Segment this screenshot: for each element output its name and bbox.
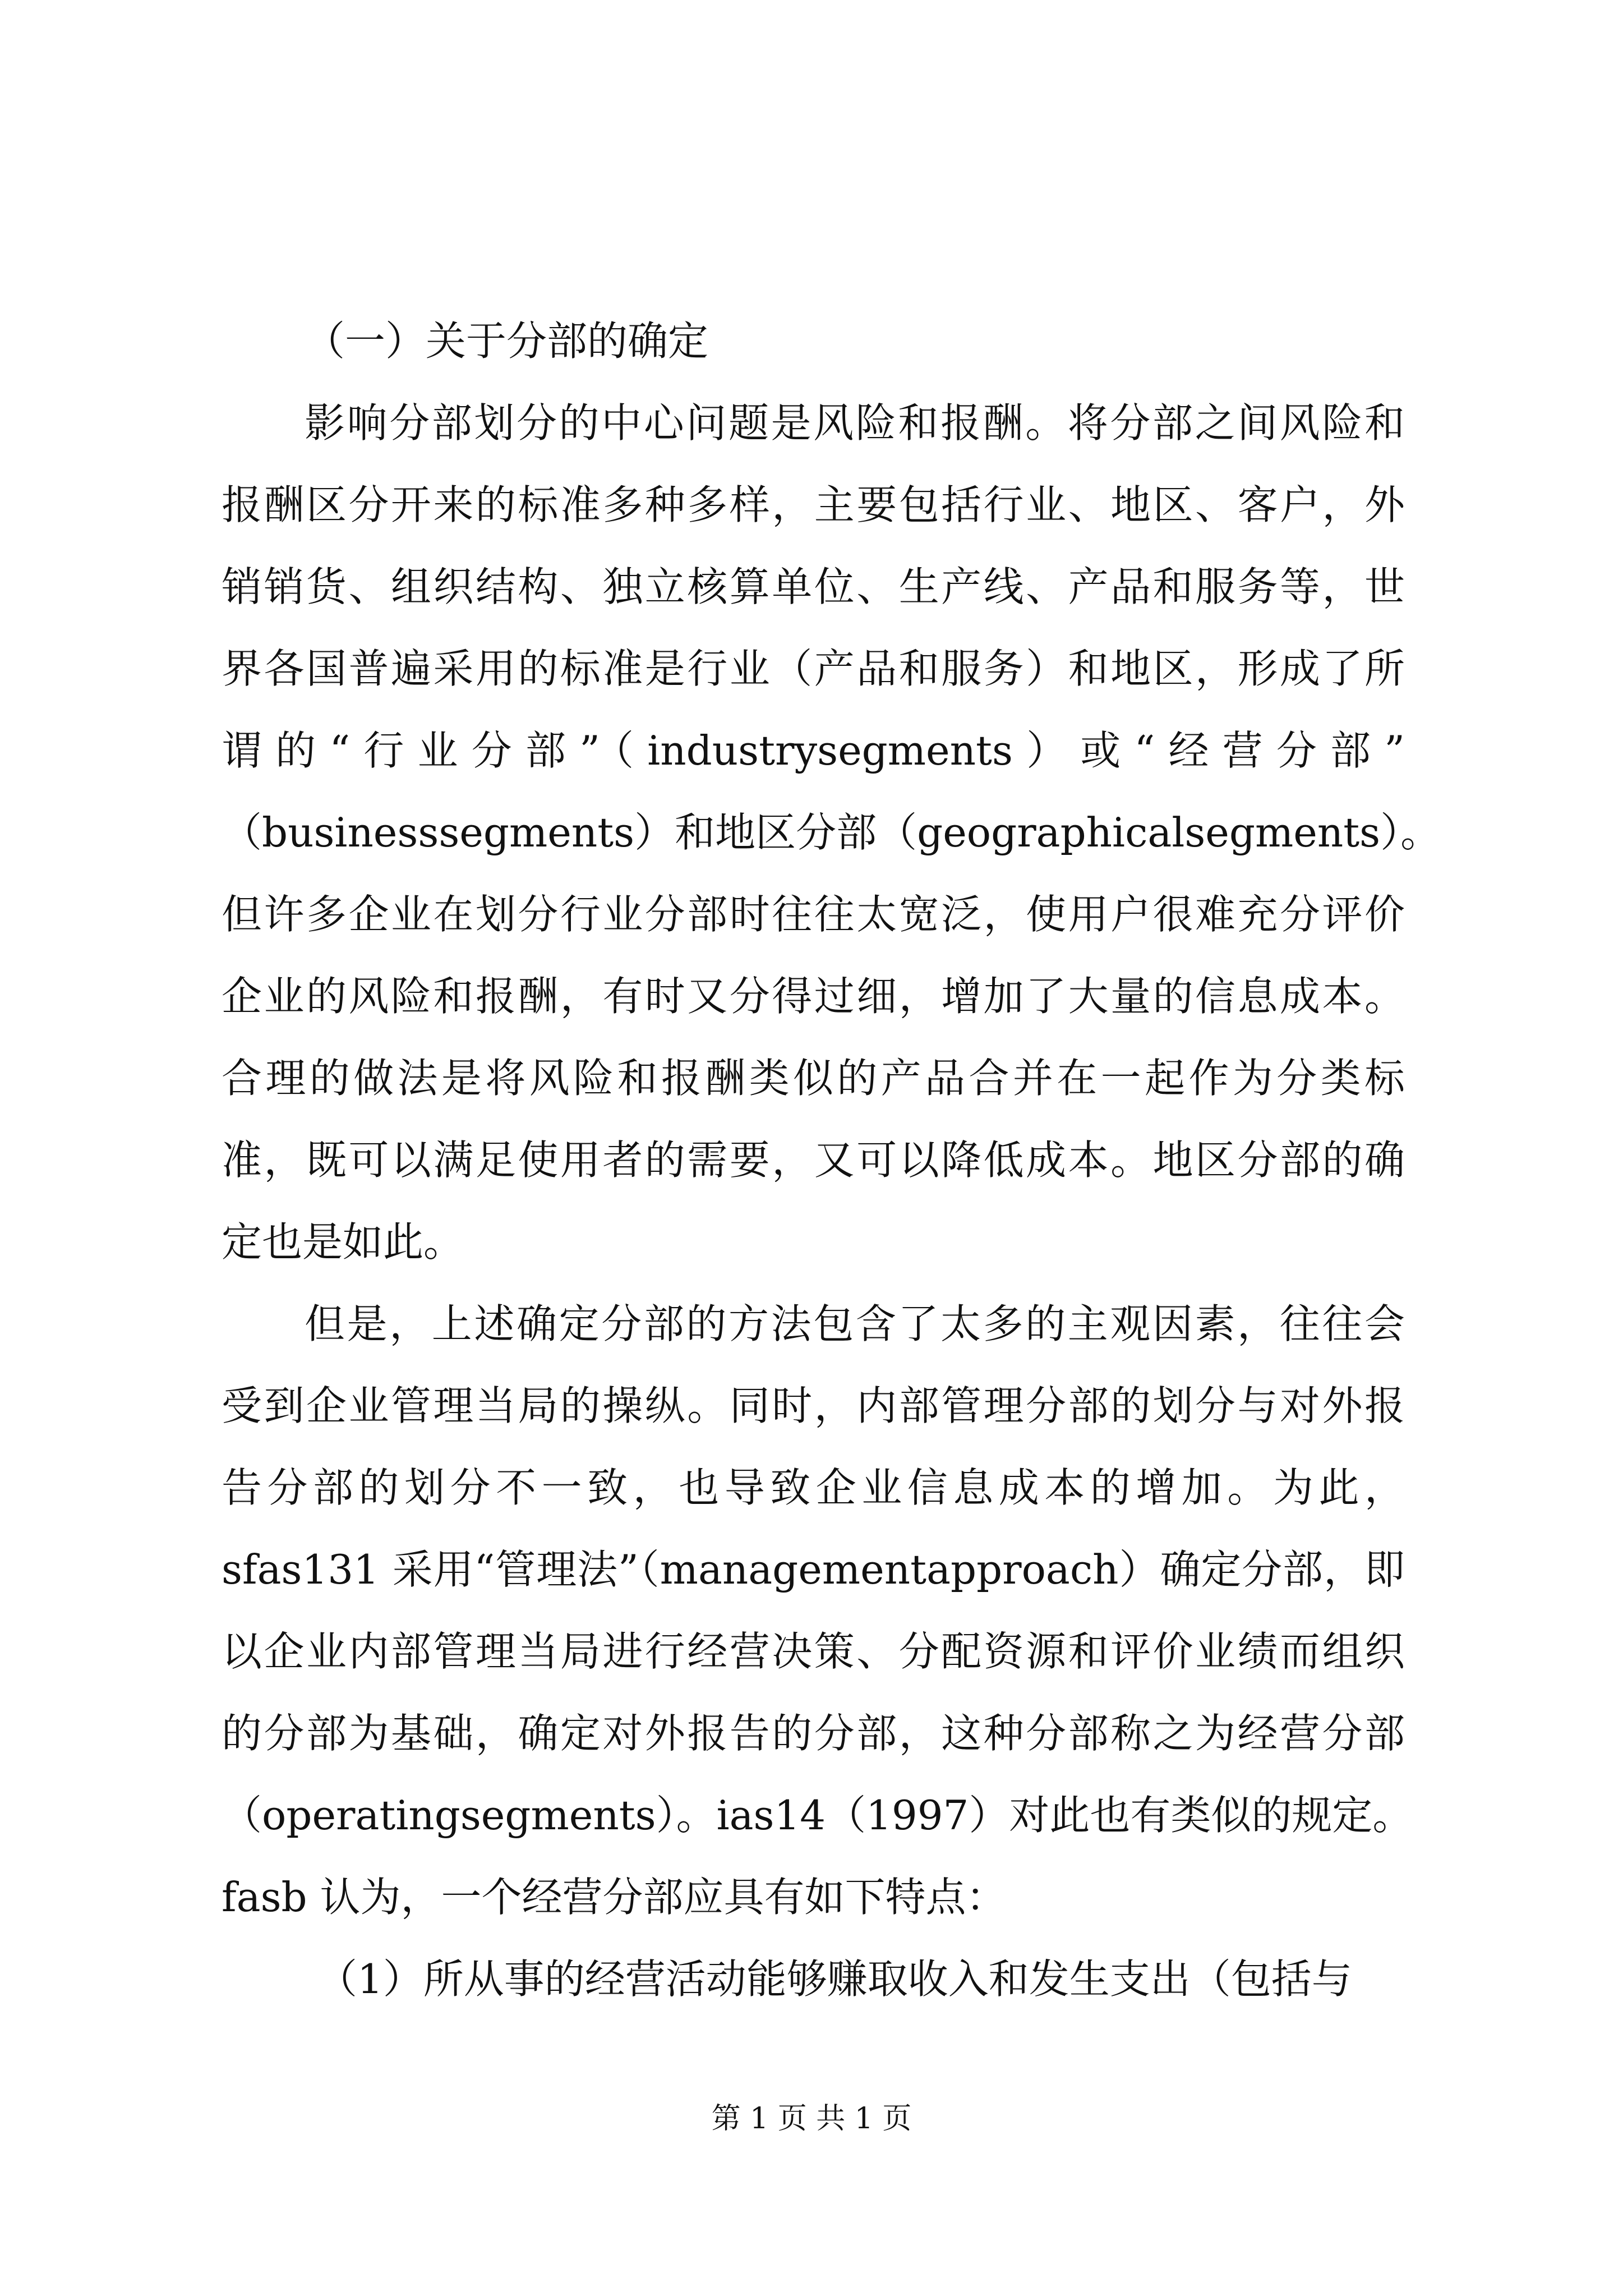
paragraph-line: 企业的风险和报酬，有时又分得过细，增加了大量的信息成本。 (222, 973, 1405, 1020)
paragraph-line: 报酬区分开来的标准多种多样，主要包括行业、地区、客户，外 (222, 481, 1405, 528)
paragraph-line: 以企业内部管理当局进行经营决策、分配资源和评价业绩而组织 (222, 1628, 1405, 1675)
paragraph-line: （operatingsegments）。ias14（1997）对此也有类似的规定。 (222, 1792, 1413, 1839)
paragraph-line: 谓的“行业分部”（industrysegments）或“经营分部” (222, 727, 1405, 774)
paragraph-line: 影响分部划分的中心问题是风险和报酬。将分部之间风险和 (305, 399, 1405, 447)
paragraph-line: 告分部的划分不一致，也导致企业信息成本的增加。为此， (222, 1464, 1405, 1511)
paragraph-line: 受到企业管理当局的操纵。同时，内部管理分部的划分与对外报 (222, 1382, 1405, 1429)
paragraph-line: 准，既可以满足使用者的需要，又可以降低成本。地区分部的确 (222, 1137, 1405, 1184)
paragraph-line: 的分部为基础，确定对外报告的分部，这种分部称之为经营分部 (222, 1710, 1405, 1757)
page-footer: 第 1 页 共 1 页 (711, 2102, 912, 2136)
paragraph-line: 界各国普遍采用的标准是行业（产品和服务）和地区，形成了所 (222, 645, 1405, 692)
paragraph-line: （businesssegments）和地区分部（geographicalsegments）。 (222, 809, 1441, 856)
paragraph-line: 定也是如此。 (222, 1218, 464, 1266)
list-item-line: （1）所从事的经营活动能够赚取收入和发生支出（包括与 (317, 1955, 1352, 2003)
paragraph-line: 销销货、组织结构、独立核算单位、生产线、产品和服务等，世 (222, 563, 1405, 610)
paragraph-line: 但是，上述确定分部的方法包含了太多的主观因素，往往会 (305, 1300, 1405, 1347)
section-heading: （一）关于分部的确定 (305, 318, 709, 365)
paragraph-line: 但许多企业在划分行业分部时往往太宽泛，使用户很难充分评价 (222, 891, 1405, 938)
paragraph-line: 合理的做法是将风险和报酬类似的产品合并在一起作为分类标 (222, 1055, 1405, 1102)
paragraph-line: fasb 认为，一个经营分部应具有如下特点： (222, 1874, 1007, 1921)
document-body (222, 300, 1441, 2020)
paragraph-line: sfas131 采用“管理法”（managementapproach）确定分部，即 (222, 1546, 1405, 1593)
